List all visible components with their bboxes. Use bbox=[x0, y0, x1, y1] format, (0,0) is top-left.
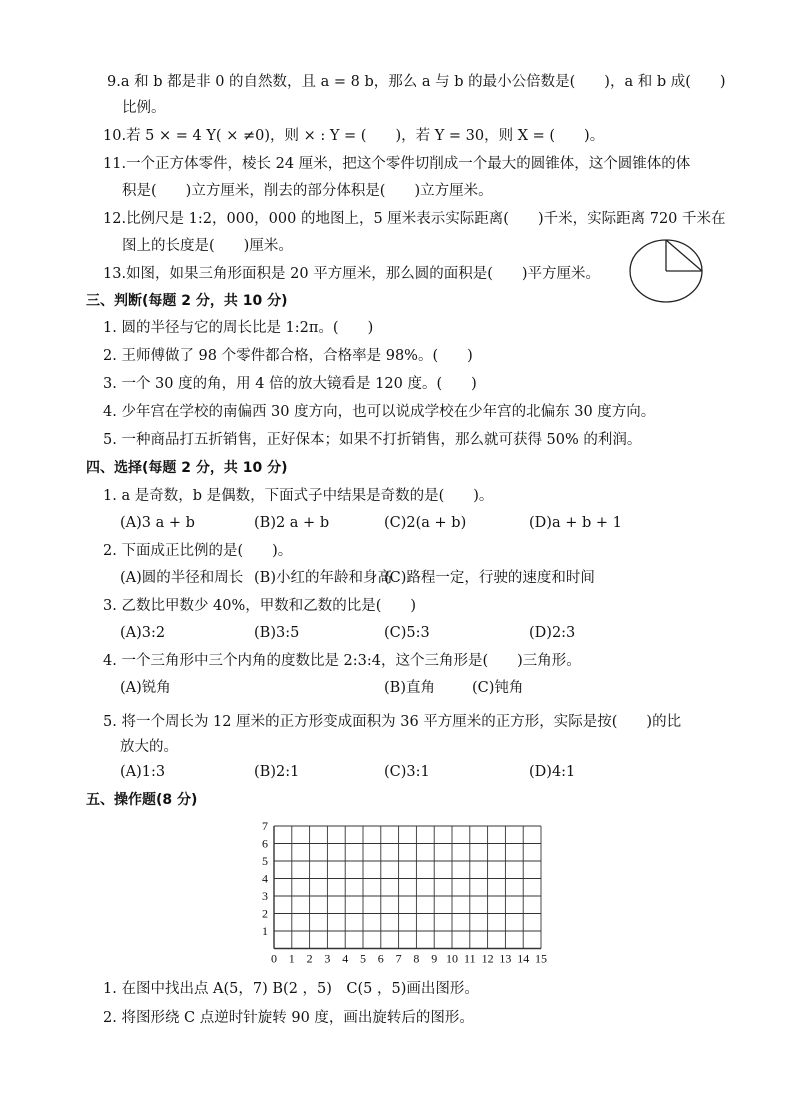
y-axis-tick-label: 5 bbox=[262, 854, 268, 868]
s4-q5-stem-line2: 放大的。 bbox=[120, 739, 178, 755]
s4-q1-option-a: (A)3 a + b bbox=[120, 515, 195, 531]
x-axis-tick-label: 13 bbox=[499, 951, 512, 966]
q12-line2: 图上的长度是( )厘米。 bbox=[122, 238, 293, 254]
coordinate-grid bbox=[255, 816, 555, 972]
circle-triangle-figure bbox=[628, 238, 706, 304]
s4-q3-option-c: (C)5:3 bbox=[384, 625, 430, 641]
q12-number: 12. bbox=[103, 211, 127, 227]
q12-line1 bbox=[103, 209, 726, 229]
section5-title: 五、操作题(8 分) bbox=[86, 792, 198, 808]
q11-text: 一个正方体零件，棱长 24 厘米，把这个零件切削成一个最大的圆锥体，这个圆锥体的体 bbox=[126, 156, 691, 172]
q10-number: 10. bbox=[103, 128, 127, 144]
s4-q4-option-a: (A)锐角 bbox=[120, 680, 171, 696]
y-axis-tick-label: 3 bbox=[262, 889, 268, 903]
s4-q5-option-a: (A)1:3 bbox=[120, 764, 166, 780]
q10-text: 若 5 × = 4 Y( × ≠0)，则 × : Y = ( )，若 Y = 30，则 X = ( )。 bbox=[126, 128, 605, 144]
x-axis-tick-label: 2 bbox=[306, 951, 313, 966]
s4-q4-option-b: (B)直角 bbox=[384, 680, 435, 696]
s4-q5-option-b: (B)2:1 bbox=[254, 764, 300, 780]
s5-item-2: 2. 将图形绕 C 点逆时针旋转 90 度，画出旋转后的图形。 bbox=[103, 1010, 474, 1026]
x-axis-tick-label: 10 bbox=[446, 951, 458, 966]
section3-title: 三、判断(每题 2 分，共 10 分) bbox=[86, 293, 288, 309]
q11-line2: 积是( )立方厘米，削去的部分体积是( )立方厘米。 bbox=[122, 183, 493, 199]
s4-q5-option-d: (D)4:1 bbox=[529, 764, 576, 780]
s4-q3-stem: 3. 乙数比甲数少 40%，甲数和乙数的比是( ) bbox=[103, 598, 417, 614]
section4-title: 四、选择(每题 2 分，共 10 分) bbox=[86, 460, 288, 476]
s3-item-1: 1. 圆的半径与它的周长比是 1:2π。( ) bbox=[103, 320, 374, 336]
q9-line2: 比例。 bbox=[122, 100, 166, 116]
s4-q1-option-b: (B)2 a + b bbox=[254, 515, 330, 531]
q9-line1 bbox=[107, 72, 726, 92]
x-axis-tick-label: 15 bbox=[535, 951, 547, 966]
q9-number: 9. bbox=[107, 74, 121, 90]
s4-q1-option-c: (C)2(a + b) bbox=[384, 515, 467, 531]
s4-q1-stem: 1. a 是奇数，b 是偶数，下面式子中结果是奇数的是( )。 bbox=[103, 488, 494, 504]
s4-q5-stem-line1: 5. 将一个周长为 12 厘米的正方形变成面积为 36 平方厘米的正方形，实际是按( )的比 bbox=[103, 714, 682, 730]
x-axis-tick-label: 6 bbox=[377, 951, 384, 966]
x-axis-tick-label: 12 bbox=[481, 951, 494, 966]
s4-q3-option-a: (A)3:2 bbox=[120, 625, 166, 641]
s4-q3-option-d: (D)2:3 bbox=[529, 625, 576, 641]
x-axis-tick-label: 11 bbox=[464, 951, 476, 966]
s3-item-5: 5. 一种商品打五折销售，正好保本；如果不打折销售，那么就可获得 50% 的利润。 bbox=[103, 432, 642, 448]
s4-q4-option-c: (C)钝角 bbox=[472, 680, 524, 696]
y-axis-tick-label: 4 bbox=[262, 871, 268, 886]
q11-number: 11. bbox=[103, 156, 127, 172]
s3-item-4: 4. 少年宫在学校的南偏西 30 度方向，也可以说成学校在少年宫的北偏东 30 度方向。 bbox=[103, 404, 656, 420]
x-axis-tick-label: 9 bbox=[431, 951, 438, 966]
y-axis-tick-label: 2 bbox=[262, 906, 268, 921]
s4-q2-option-b: (B)小红的年龄和身高 bbox=[254, 570, 392, 586]
s4-q3-option-b: (B)3:5 bbox=[254, 625, 300, 641]
s4-q2-option-a: (A)圆的半径和周长 bbox=[120, 570, 244, 586]
s5-item-1: 1. 在图中找出点 A(5，7) B(2 ，5) C(5 ，5)画出图形。 bbox=[103, 981, 479, 997]
s4-q2-option-c: (C)路程一定，行驶的速度和时间 bbox=[384, 570, 595, 586]
s4-q4-stem: 4. 一个三角形中三个内角的度数比是 2:3:4，这个三角形是( )三角形。 bbox=[103, 653, 581, 669]
x-axis-tick-label: 5 bbox=[360, 951, 366, 966]
q13-line1 bbox=[103, 264, 600, 284]
x-axis-tick-label: 8 bbox=[413, 951, 420, 966]
x-axis-tick-label: 14 bbox=[517, 951, 530, 966]
x-axis-tick-label: 4 bbox=[342, 951, 349, 966]
s4-q5-option-c: (C)3:1 bbox=[384, 764, 430, 780]
x-axis-tick-label: 3 bbox=[324, 951, 331, 966]
q13-number: 13. bbox=[103, 266, 127, 282]
s3-item-2: 2. 王师傅做了 98 个零件都合格，合格率是 98%。( ) bbox=[103, 348, 473, 364]
y-axis-tick-label: 7 bbox=[262, 819, 268, 833]
x-axis-tick-label: 0 bbox=[271, 951, 277, 966]
x-axis-tick-label: 7 bbox=[395, 951, 402, 966]
q12-text: 比例尺是 1:2，000，000 的地图上，5 厘米表示实际距离( )千米，实际距离 720 千米在 bbox=[126, 211, 726, 227]
s4-q1-option-d: (D)a + b + 1 bbox=[529, 515, 622, 531]
q10-line1 bbox=[103, 126, 604, 146]
s3-item-3: 3. 一个 30 度的角，用 4 倍的放大镜看是 120 度。( ) bbox=[103, 376, 477, 392]
s4-q2-stem: 2. 下面成正比例的是( )。 bbox=[103, 543, 293, 559]
y-axis-tick-label: 6 bbox=[262, 836, 268, 851]
q13-text: 如图，如果三角形面积是 20 平方厘米，那么圆的面积是( )平方厘米。 bbox=[126, 266, 601, 282]
q9-text: a 和 b 都是非 0 的自然数，且 a = 8 b，那么 a 与 b 的最小公倍数是( )，a 和 b 成( ) bbox=[120, 74, 726, 90]
x-axis-tick-label: 1 bbox=[288, 951, 295, 966]
q11-line1 bbox=[103, 154, 690, 174]
y-axis-tick-label: 1 bbox=[262, 924, 268, 938]
